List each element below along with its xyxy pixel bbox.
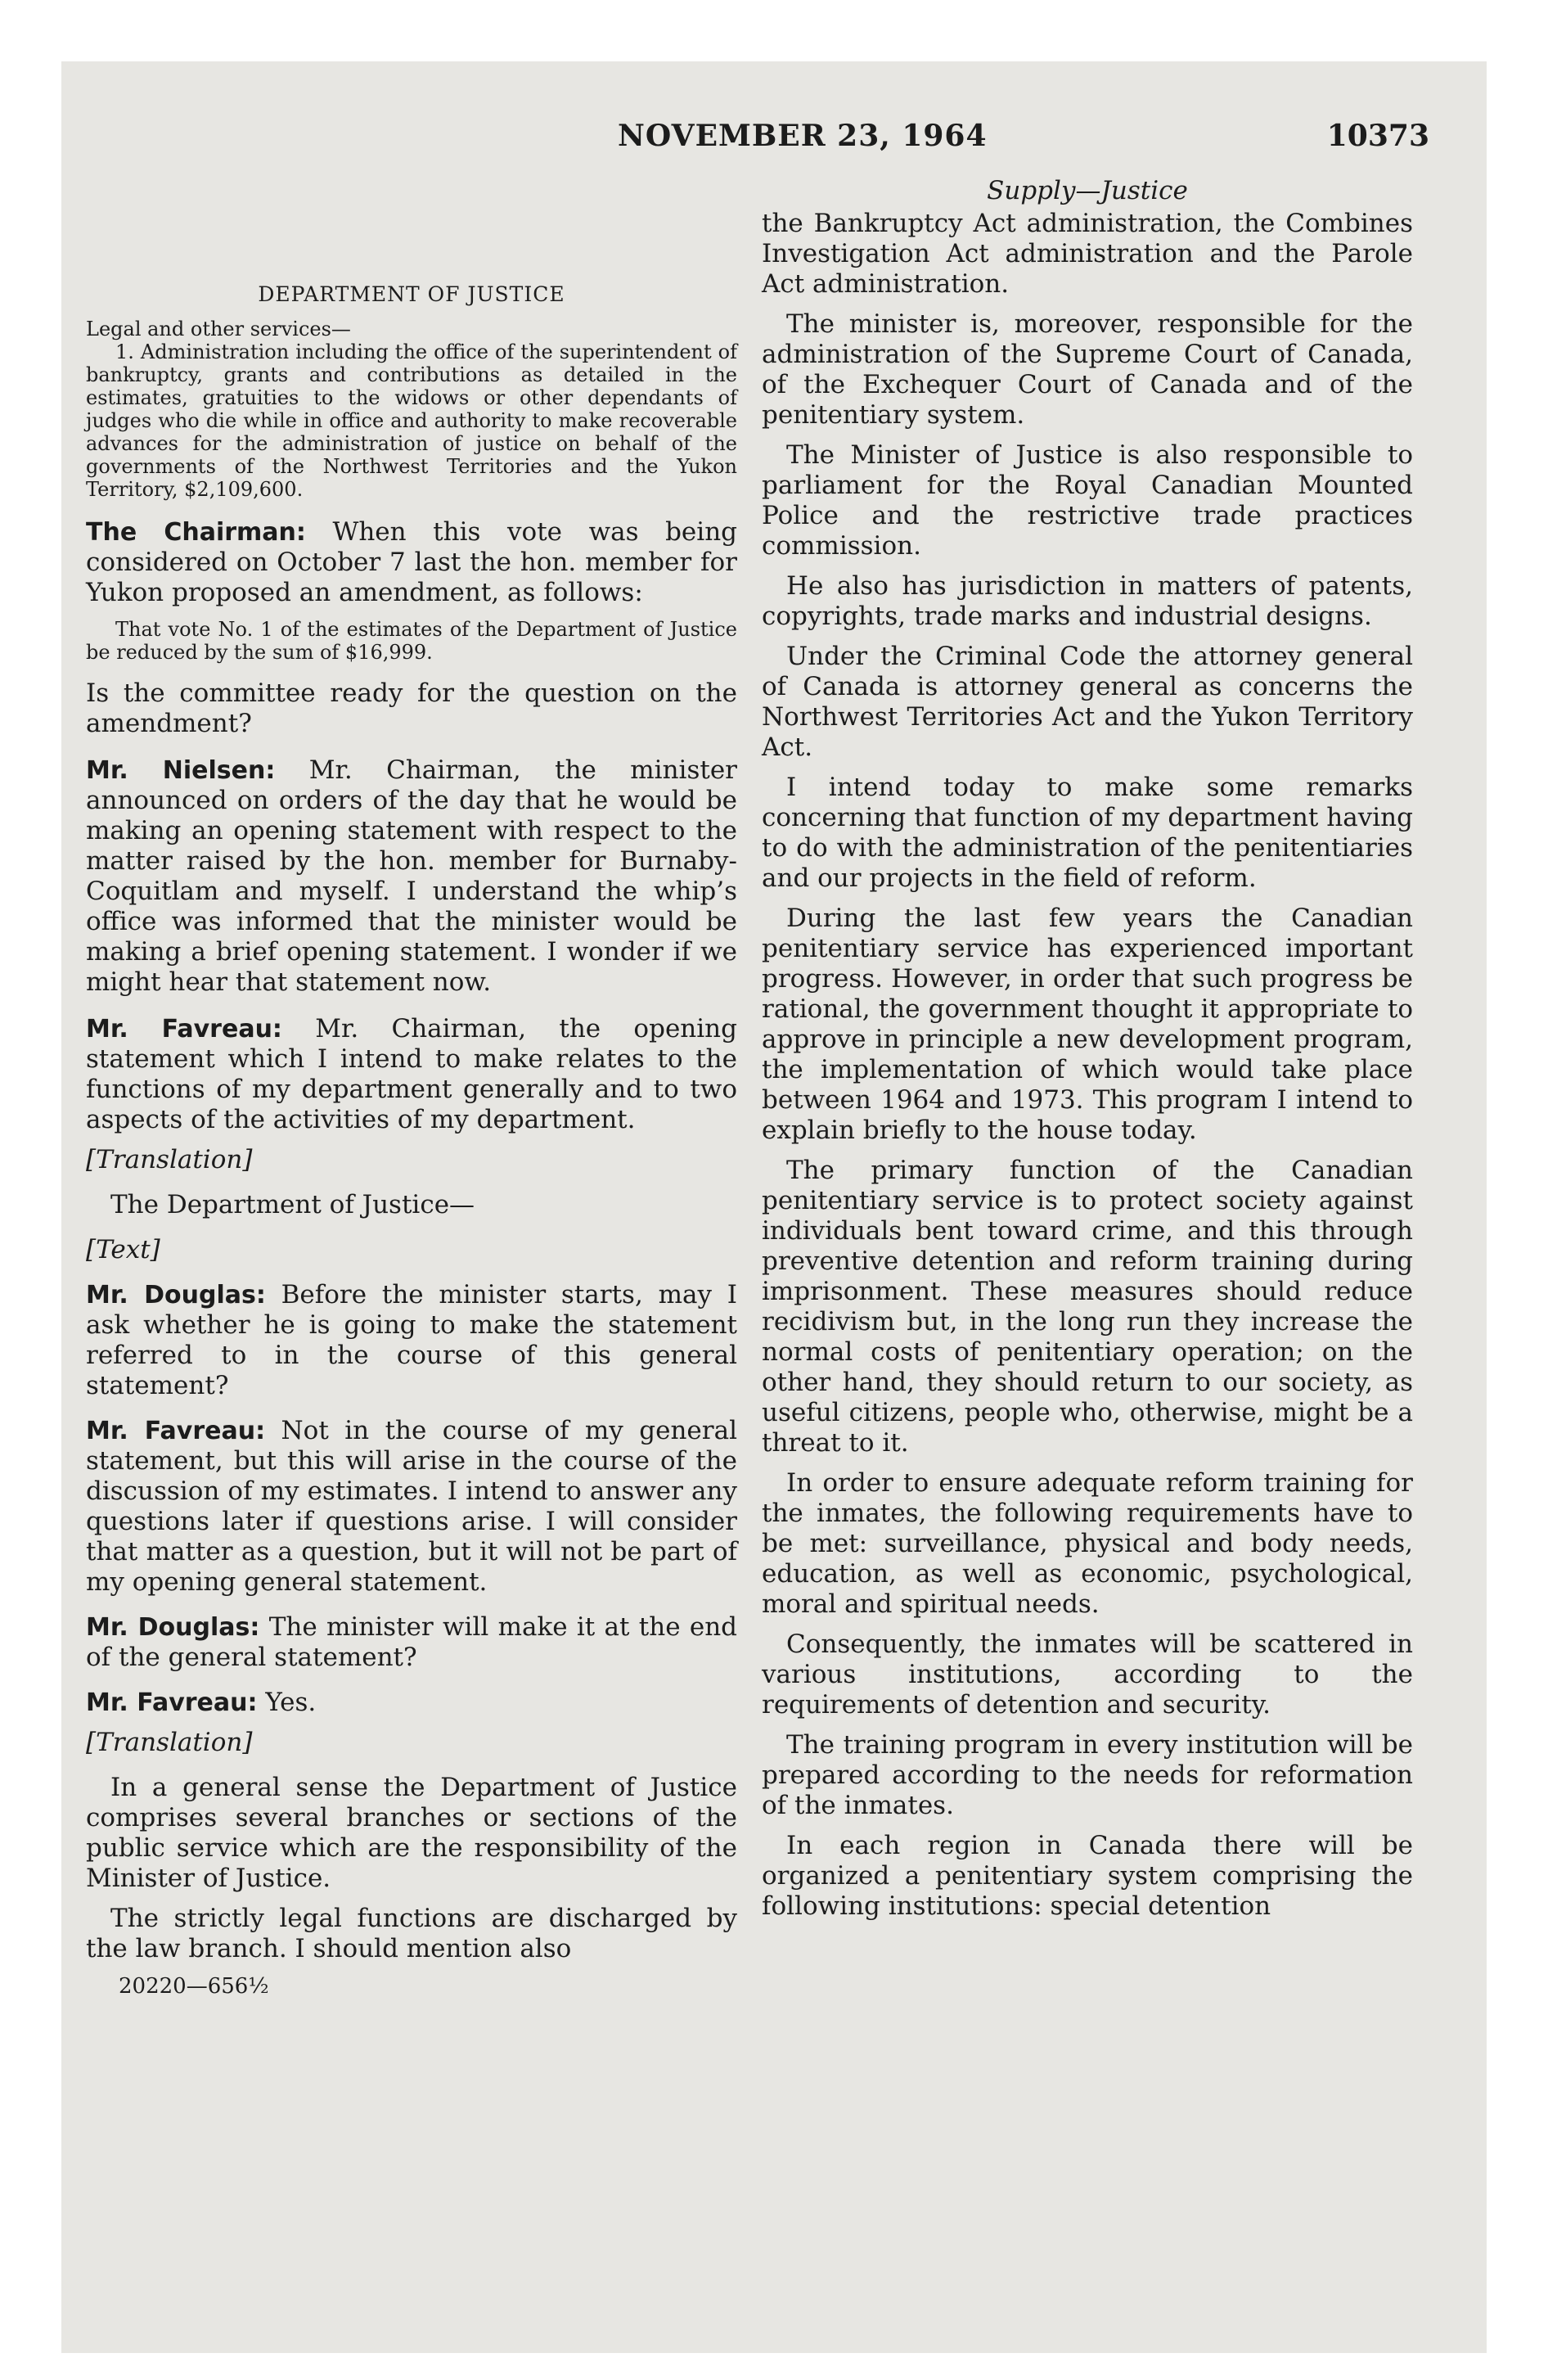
vote-text: 1. Administration including the office of the superintendent of bankruptcy, grants and contributions as detailed in the estimates, gratuities to the widows or other dependants of judges who die while in office and authority to make recoverable advances for the administration of justice on behalf of the governments of the Northwest Territories and the Yukon Territory, $2,109,600. [86,340,737,501]
amendment-quote: That vote No. 1 of the estimates of the Department of Justice be reduced by the sum of $16,999. [86,618,737,664]
paragraph: Is the committee ready for the question on the amendment? [86,678,737,738]
speaker-name: Mr. Douglas: [86,1281,266,1309]
right-column [762,176,1413,1931]
speaker-name: Mr. Douglas: [86,1613,260,1642]
paragraph: During the last few years the Canadian penitentiary service has experienced important progress. However, in order that such progress be rational, the government thought it appropriate to approve in principle a new development program, the implementation of which would take place between 1964 and 1973. This program I intend to explain briefly to the house today. [762,904,1413,1145]
paragraph: the Bankruptcy Act administration, the Combines Investigation Act administration and the Parole Act administration. [762,209,1413,299]
paragraph [86,755,737,998]
text-tag: [Text] [86,1235,160,1264]
paragraph [86,1014,737,1135]
paragraph: In a general sense the Department of Justice comprises several branches or sections of the public service which are the responsibility of the Minister of Justice. [86,1773,737,1893]
translation-tag: [Translation] [86,1145,253,1174]
left-column [86,176,737,1999]
speech-text: Before the minister starts, may I ask whether he is going to make the statement referred to in the course of this general statement? [86,1280,737,1400]
paragraph: In order to ensure adequate reform training for the inmates, the following requirements have to be met: surveillance, physical and body needs, education, as well as economic, psychological, moral and spiritual needs. [762,1468,1413,1619]
speaker-name: Mr. Favreau: [86,1015,282,1044]
paragraph [86,1280,737,1401]
department-line: The Department of Justice— [110,1190,475,1219]
paragraph: The strictly legal functions are discharged by the law branch. I should mention also [86,1904,737,1963]
speech-text: Mr. Chairman, the opening statement which I intend to make relates to the functions of my department generally and to two aspects of the activities of my department. [86,1014,737,1134]
paragraph: Consequently, the inmates will be scattered in various institutions, according to the requirements of detention and security. [762,1629,1413,1720]
speaker-name: The Chairman: [86,518,306,547]
speech-text: When this vote was being considered on October 7 last the hon. member for Yukon proposed an amendment, as follows: [86,517,738,607]
speech-text: Yes. [257,1688,317,1717]
paragraph: In each region in Canada there will be organized a penitentiary system comprising the following institutions: special detention [762,1831,1413,1921]
paragraph [86,1688,737,1718]
speech-text: Not in the course of my general statement, but this will arise in the course of the discussion of my estimates. I intend to answer any questions later if questions arise. I will consider that matter as a question, but it will not be part of my opening general statement. [86,1416,737,1597]
running-head: Supply—Justice [987,176,1188,205]
speech-text: Mr. Chairman, the minister announced on orders of the day that he would be making an opening statement with respect to the matter raised by the hon. member for Burnaby-Coquitlam and myself. I understand the whip’s office was informed that the minister would be making a brief opening statement. I wonder if we might hear that statement now. [86,755,737,997]
paragraph [86,1416,737,1598]
document-page [61,61,1487,2353]
folio-number: 20220—656½ [119,1974,269,1999]
paragraph [86,517,737,608]
paragraph: I intend today to make some remarks concerning that function of my department having to do with the administration of the penitentiaries and our projects in the field of reform. [762,773,1413,893]
department-title: DEPARTMENT OF JUSTICE [258,282,565,306]
paragraph: He also has jurisdiction in matters of patents, copyrights, trade marks and industrial designs. [762,571,1413,631]
paragraph: Under the Criminal Code the attorney general of Canada is attorney general as concerns the Northwest Territories Act and the Yukon Territory Act. [762,642,1413,762]
services-label: Legal and other services— [86,318,351,340]
paragraph: The minister is, moreover, responsible for the administration of the Supreme Court of Canada, of the Exchequer Court of Canada and of the penitentiary system. [762,309,1413,430]
speech-text: The minister will make it at the end of the general statement? [86,1612,738,1672]
speaker-name: Mr. Favreau: [86,1688,258,1717]
translation-tag: [Translation] [86,1728,253,1757]
header-page-number: 10373 [1326,119,1429,153]
paragraph: The primary function of the Canadian penitentiary service is to protect society against individuals bent toward crime, and this through preventive detention and reform training during imprisonment. These measures should reduce recidivism but, in the long run they increase the normal costs of penitentiary operation; on the other hand, they should return to our society, as useful citizens, people who, otherwise, might be a threat to it. [762,1156,1413,1458]
speaker-name: Mr. Favreau: [86,1417,266,1445]
paragraph: The training program in every institution will be prepared according to the needs for reformation of the inmates. [762,1730,1413,1820]
header-date: NOVEMBER 23, 1964 [618,119,988,153]
speaker-name: Mr. Nielsen: [86,756,276,785]
paragraph: The Minister of Justice is also responsible to parliament for the Royal Canadian Mounted Police and the restrictive trade practices commission. [762,440,1413,561]
paragraph [86,1612,737,1673]
